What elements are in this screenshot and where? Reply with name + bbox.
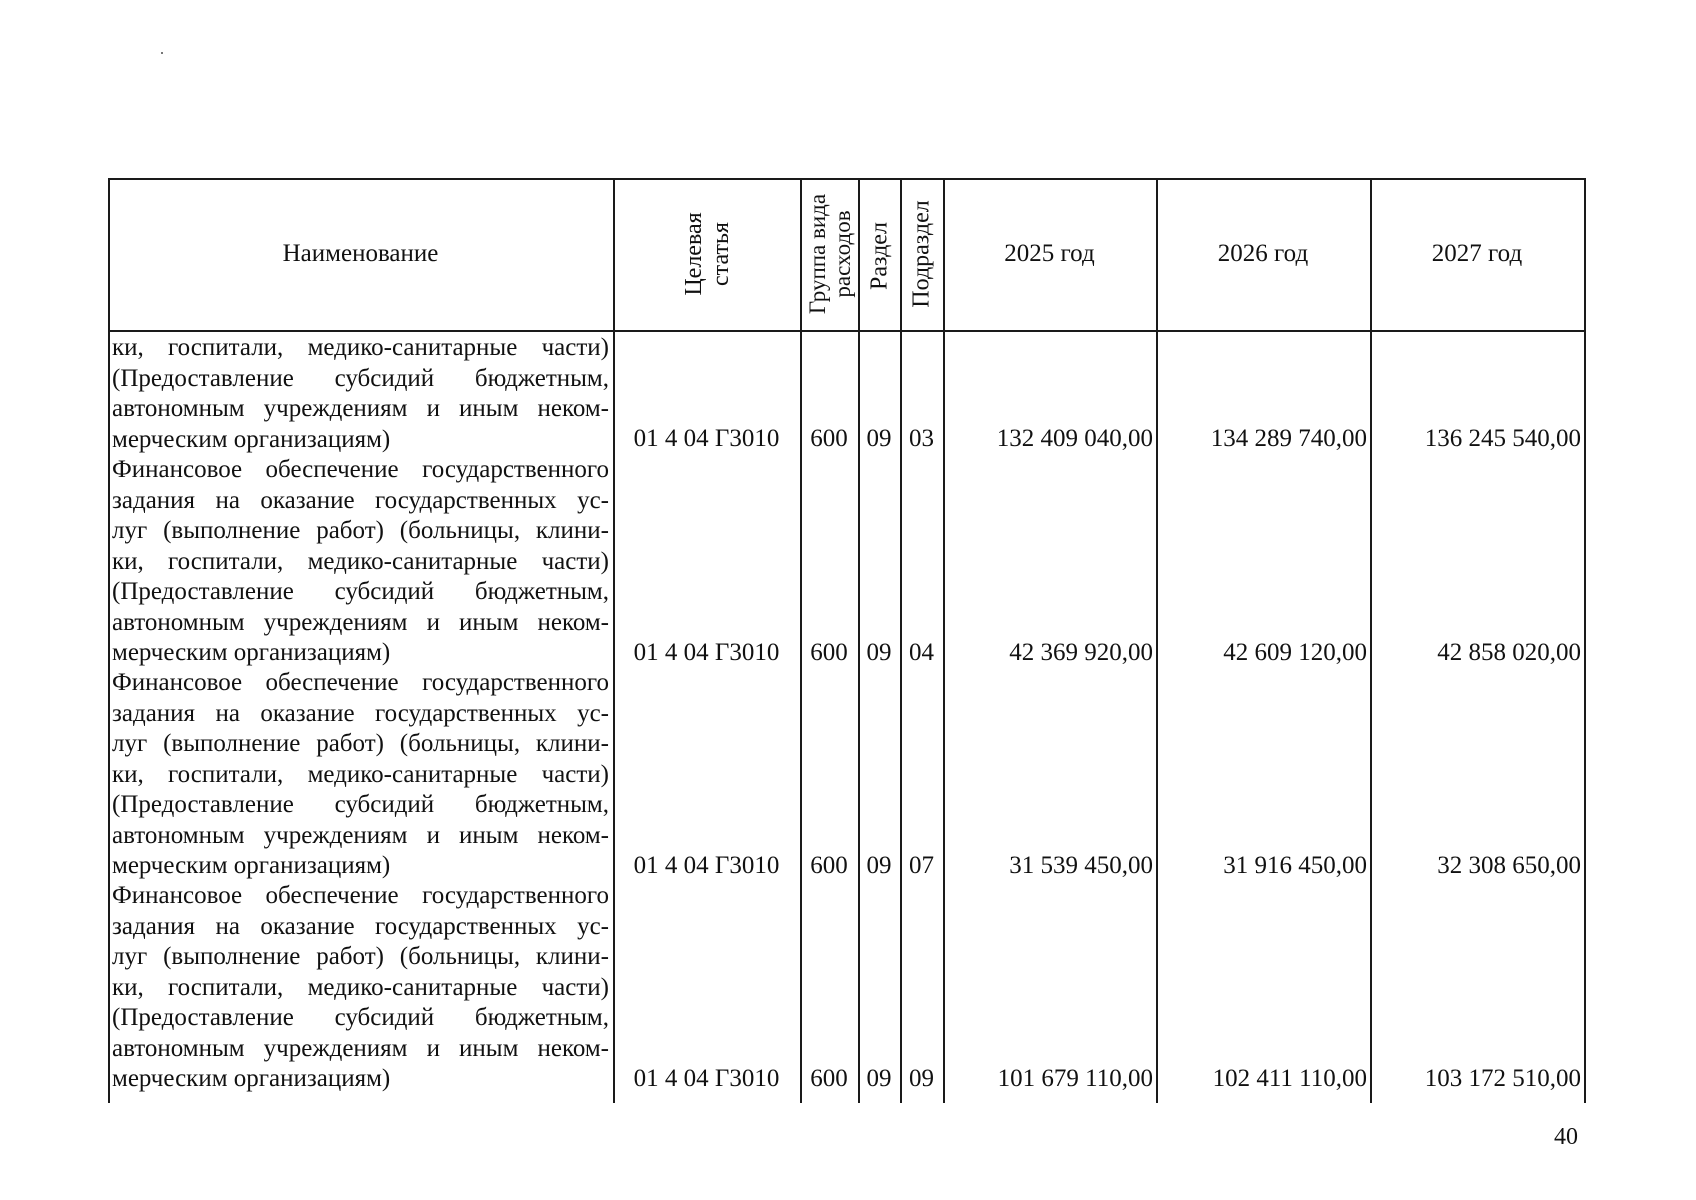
row-subsection: 04: [909, 639, 934, 666]
row-2027: 42 858 020,00: [1437, 639, 1581, 666]
header-bottom-border: [108, 330, 1586, 332]
row-group: 600: [810, 852, 848, 879]
row-group: 600: [810, 425, 848, 452]
row-subsection: 09: [909, 1065, 934, 1092]
header-target: Целевая статья: [681, 212, 734, 296]
row-2027: 32 308 650,00: [1437, 852, 1581, 879]
row-subsection: 03: [909, 425, 934, 452]
row-2026: 42 609 120,00: [1223, 639, 1367, 666]
row-section: 09: [866, 1065, 892, 1092]
row-target: 01 4 04 Г3010: [633, 1065, 780, 1092]
row-2025: 132 409 040,00: [996, 425, 1153, 452]
scan-speck: [161, 52, 163, 54]
header-section: Раздел: [866, 222, 893, 290]
page-number: 40: [1554, 1124, 1578, 1150]
row-subsection: 07: [909, 852, 934, 879]
row-2025: 31 539 450,00: [1009, 852, 1153, 879]
budget-table: [108, 178, 1586, 1103]
row-section: 09: [866, 852, 892, 879]
row-group: 600: [810, 639, 848, 666]
row-group: 600: [810, 1065, 848, 1092]
row-2027: 136 245 540,00: [1424, 425, 1581, 452]
col-border: [1584, 178, 1586, 1103]
row-name: Финансовое обеспечение государственного задания на оказание государственных ус- луг (выполнение работ) (больницы, клини- ки, госпитали, медико-санитарные части) (Предоставление субсидий бюджетным, автономным учреждениям и иным неком- мерческим организациям): [112, 669, 609, 879]
row-2025: 101 679 110,00: [997, 1065, 1153, 1092]
row-target: 01 4 04 Г3010: [633, 425, 780, 452]
header-subsection: Подраздел: [908, 200, 935, 308]
row-name: ки, госпитали, медико-санитарные части) (Предоставление субсидий бюджетным, автономным учреждениям и иным неком- мерческим организациям): [112, 334, 609, 453]
row-2026: 31 916 450,00: [1223, 852, 1367, 879]
row-name: Финансовое обеспечение государственного задания на оказание государственных ус- луг (выполнение работ) (больницы, клини- ки, госпитали, медико-санитарные части) (Предоставление субсидий бюджетным, автономным учреждениям и иным неком- мерческим организациям): [112, 882, 609, 1092]
header-name: Наименование: [282, 240, 439, 267]
row-target: 01 4 04 Г3010: [633, 852, 780, 879]
header-2027: 2027 год: [1431, 240, 1523, 267]
row-name: Финансовое обеспечение государственного задания на оказание государственных ус- луг (выполнение работ) (больницы, клини- ки, госпитали, медико-санитарные части) (Предоставление субсидий бюджетным, автономным учреждениям и иным неком- мерческим организациям): [112, 456, 609, 666]
row-2026: 134 289 740,00: [1210, 425, 1367, 452]
row-target: 01 4 04 Г3010: [633, 639, 780, 666]
row-2026: 102 411 110,00: [1212, 1065, 1367, 1092]
row-2025: 42 369 920,00: [1009, 639, 1153, 666]
row-section: 09: [866, 425, 892, 452]
row-section: 09: [866, 639, 892, 666]
header-2025: 2025 год: [1004, 240, 1095, 267]
header-2026: 2026 год: [1217, 240, 1309, 267]
row-2027: 103 172 510,00: [1424, 1065, 1581, 1092]
header-group: Группа вида расходов: [805, 193, 855, 315]
